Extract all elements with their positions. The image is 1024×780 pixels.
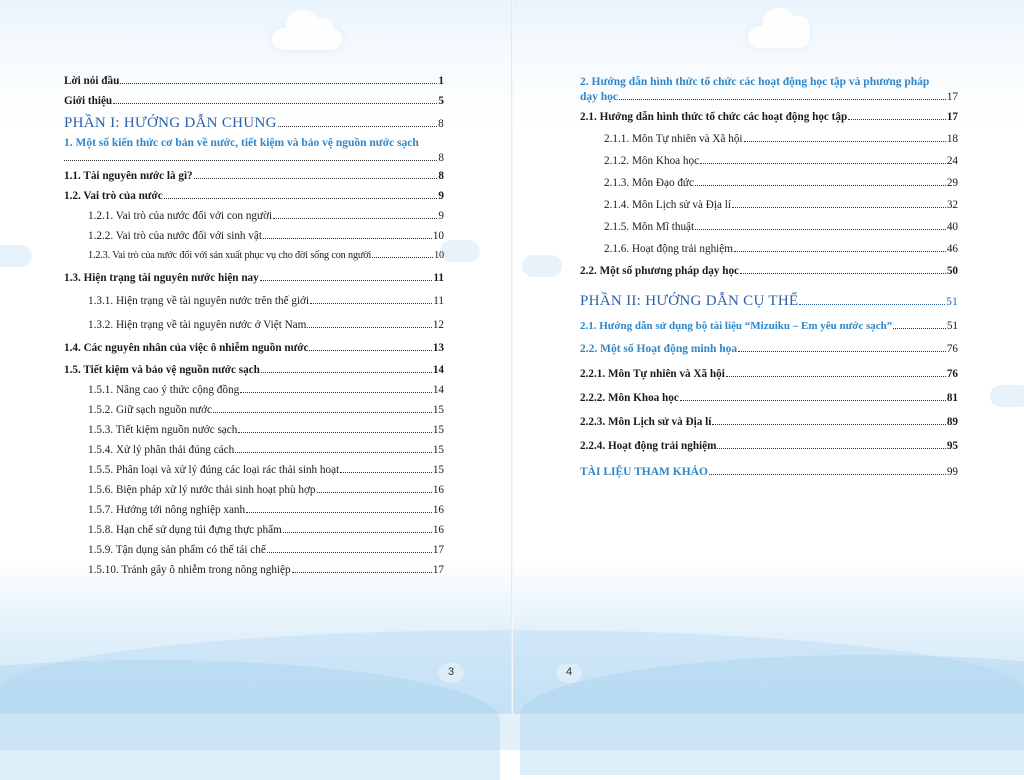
toc-entry[interactable] [580, 391, 958, 405]
toc-entry-page: 16 [432, 504, 444, 516]
dot-leader [717, 448, 945, 449]
toc-entry-page: 5 [438, 95, 444, 107]
toc-entry-title: 1.2.3. Vai trò của nước đối với sản xuất phục vụ cho đời sống con người [88, 250, 372, 261]
toc-entry[interactable] [580, 176, 958, 190]
toc-entry[interactable] [64, 229, 444, 243]
cloud-decoration [272, 28, 342, 50]
cloud-decoration [748, 26, 810, 48]
toc-entry-title: 2.1.2. Môn Khoa học [604, 155, 700, 167]
toc-entry-title: 1.5.5. Phân loại và xử lý đúng các loại rác thải sinh hoạt [88, 464, 340, 476]
toc-entry-page: 12 [432, 319, 444, 331]
dot-leader [278, 126, 437, 127]
dot-leader [64, 160, 437, 161]
toc-entry-page: 99 [946, 466, 958, 478]
toc-entry-title: 2.1.3. Môn Đạo đức [604, 177, 694, 189]
toc-part-heading[interactable] [580, 292, 958, 311]
toc-entry-page: 10 [432, 230, 444, 242]
book-gutter [511, 0, 513, 714]
toc-entry-title: 2.1.5. Môn Mĩ thuật [604, 221, 695, 233]
dot-leader [738, 351, 946, 352]
toc-entry[interactable] [580, 132, 958, 146]
toc-entry-title: 1.1. Tài nguyên nước là gì? [64, 170, 193, 182]
toc-entry-title: 1.3.1. Hiện trạng về tài nguyên nước trên thế giới [88, 295, 310, 307]
toc-entry[interactable] [64, 209, 444, 223]
dot-leader [113, 103, 437, 104]
toc-entry-title: 1.5.7. Hướng tới nông nghiệp xanh [88, 504, 246, 516]
toc-entry-page: 32 [946, 199, 958, 211]
toc-entry[interactable] [64, 423, 444, 437]
toc-entry-title: 1.5.2. Giữ sạch nguồn nước [88, 404, 212, 416]
toc-entry[interactable] [64, 563, 444, 577]
dot-leader [273, 218, 437, 219]
toc-section-heading[interactable] [64, 136, 444, 165]
dot-leader [700, 163, 946, 164]
dot-leader [194, 178, 438, 179]
toc-entry-page: 29 [946, 177, 958, 189]
toc-part-heading[interactable] [64, 114, 444, 133]
dot-leader [263, 238, 432, 239]
cloud-decoration [522, 255, 562, 277]
toc-entry-page: 9 [438, 210, 444, 222]
toc-entry[interactable] [64, 463, 444, 477]
toc-entry-page: 14 [432, 384, 444, 396]
dot-leader [726, 376, 946, 377]
toc-entry-page: 95 [946, 440, 958, 452]
toc-entry-title: 2.2. Một số Hoạt động minh họa [580, 343, 738, 355]
toc-entry-title: PHẦN I: HƯỚNG DẪN CHUNG [64, 115, 277, 131]
toc-entry[interactable] [64, 294, 444, 308]
dot-leader [240, 392, 432, 393]
toc-entry[interactable] [580, 264, 958, 278]
toc-entry[interactable] [64, 318, 444, 332]
toc-entry[interactable] [64, 74, 444, 88]
toc-entry-title: 1.5.1. Nâng cao ý thức cộng đồng [88, 384, 240, 396]
dot-leader [213, 412, 432, 413]
toc-entry-title: 2.1.4. Môn Lịch sử và Địa lí [604, 199, 731, 211]
toc-entry-page: 51 [946, 296, 958, 308]
toc-entry-page: 17 [946, 91, 958, 103]
cloud-decoration [0, 245, 32, 267]
toc-right-page [580, 72, 958, 480]
dot-leader [744, 141, 946, 142]
dot-leader [261, 372, 432, 373]
toc-entry-title: 1.2.2. Vai trò của nước đối với sinh vật [88, 230, 262, 242]
dot-leader [246, 512, 432, 513]
toc-entry-title: 1.5.8. Hạn chế sử dụng túi đựng thực phẩm [88, 524, 282, 536]
toc-entry-title: 1.5.3. Tiết kiệm nguồn nước sạch [88, 424, 238, 436]
toc-entry[interactable] [580, 367, 958, 381]
dot-leader [799, 304, 945, 305]
toc-entry[interactable] [64, 543, 444, 557]
dot-leader [317, 492, 432, 493]
toc-entry-title: 2.2.4. Hoạt động trải nghiệm [580, 440, 717, 452]
toc-entry-title: 1.5.4. Xử lý phân thải đúng cách [88, 444, 235, 456]
toc-entry-page: 17 [946, 111, 958, 123]
toc-entry-page: 40 [946, 221, 958, 233]
toc-entry-title-continued: dạy học [580, 91, 619, 103]
toc-entry-title: 1.2.1. Vai trò của nước đối với con người [88, 210, 273, 222]
toc-entry-page: 89 [946, 416, 958, 428]
toc-entry-page: 46 [946, 243, 958, 255]
dot-leader [619, 99, 946, 100]
toc-entry-page: 11 [433, 295, 444, 307]
toc-entry-title: 1. Một số kiến thức cơ bản về nước, tiết kiệm và bảo vệ nguồn nước sạch [64, 137, 419, 149]
toc-entry-title: 2.1.6. Hoạt động trải nghiệm [604, 243, 733, 255]
cloud-decoration [440, 240, 480, 262]
toc-entry[interactable] [64, 249, 444, 263]
toc-entry-page: 15 [432, 444, 444, 456]
dot-leader [292, 572, 432, 573]
toc-entry-title: PHẦN II: HƯỚNG DẪN CỤ THỂ [580, 293, 799, 309]
toc-entry-title: Lời nói đầu [64, 75, 120, 87]
toc-entry[interactable] [64, 363, 444, 377]
toc-entry-page: 8 [438, 170, 444, 182]
toc-entry[interactable] [64, 503, 444, 517]
dot-leader [235, 452, 432, 453]
toc-entry-page: 8 [438, 118, 444, 130]
toc-entry[interactable] [64, 271, 444, 285]
dot-leader [695, 185, 946, 186]
toc-entry[interactable] [64, 169, 444, 183]
toc-entry-title: 2.2.1. Môn Tự nhiên và Xã hội [580, 368, 725, 380]
toc-entry-page: 50 [946, 265, 958, 277]
toc-entry-page: 16 [432, 524, 444, 536]
toc-entry[interactable] [580, 439, 958, 453]
toc-entry-title: 1.3. Hiện trạng tài nguyên nước hiện nay [64, 272, 259, 284]
page-number: 4 [566, 666, 573, 678]
toc-entry[interactable] [64, 483, 444, 497]
dot-leader [340, 472, 432, 473]
toc-entry-title: 2.1. Hướng dẫn sử dụng bộ tài liệu “Mizuiku – Em yêu nước sạch” [580, 320, 893, 332]
toc-entry-title: 2.1.1. Môn Tự nhiên và Xã hội [604, 133, 743, 145]
toc-entry[interactable] [580, 154, 958, 168]
toc-entry-title: 2.2.3. Môn Lịch sử và Địa lí [580, 416, 712, 428]
toc-entry[interactable] [580, 415, 958, 429]
toc-entry[interactable] [64, 443, 444, 457]
toc-entry-title: 1.5. Tiết kiệm và bảo vệ nguồn nước sạch [64, 364, 260, 376]
dot-leader [164, 198, 438, 199]
toc-entry-page: 15 [432, 464, 444, 476]
toc-entry-page: 76 [946, 368, 958, 380]
toc-entry-title: 2.2. Một số phương pháp dạy học [580, 265, 740, 277]
toc-entry[interactable] [64, 189, 444, 203]
dot-leader [309, 350, 431, 351]
dot-leader [283, 532, 432, 533]
toc-entry-page: 76 [946, 343, 958, 355]
dot-leader [848, 119, 946, 120]
toc-entry-title: 1.2. Vai trò của nước [64, 190, 163, 202]
toc-entry-page: 24 [946, 155, 958, 167]
dot-leader [893, 328, 946, 329]
toc-section-heading[interactable] [580, 465, 958, 480]
toc-entry[interactable] [64, 383, 444, 397]
toc-entry-page: 10 [434, 250, 444, 261]
toc-entry-title: 1.5.6. Biện pháp xử lý nước thải sinh hoạt phù hợp [88, 484, 316, 496]
toc-entry-title: 1.3.2. Hiện trạng về tài nguyên nước ở Việt Nam [88, 319, 307, 331]
toc-entry[interactable] [580, 110, 958, 124]
page-number: 3 [448, 666, 455, 678]
toc-entry-page: 18 [946, 133, 958, 145]
toc-section-heading[interactable] [580, 342, 958, 357]
toc-entry[interactable] [580, 198, 958, 212]
dot-leader [372, 257, 433, 258]
dot-leader [709, 474, 946, 475]
toc-entry-page: 15 [432, 424, 444, 436]
toc-entry-page: 1 [438, 75, 444, 87]
toc-entry-page: 51 [946, 320, 958, 332]
dot-leader [695, 229, 946, 230]
toc-section-heading[interactable] [580, 319, 958, 334]
dot-leader [267, 552, 432, 553]
dot-leader [310, 303, 432, 304]
dot-leader [740, 273, 946, 274]
dot-leader [680, 400, 946, 401]
toc-entry[interactable] [580, 220, 958, 234]
toc-left-page [64, 72, 444, 577]
toc-entry-page: 14 [432, 364, 444, 376]
toc-entry-title: 2.2.2. Môn Khoa học [580, 392, 679, 404]
dot-leader [307, 327, 431, 328]
dot-leader [238, 432, 431, 433]
toc-entry-page: 11 [433, 272, 444, 284]
toc-entry[interactable] [580, 242, 958, 256]
dot-leader [120, 83, 437, 84]
toc-section-heading[interactable] [580, 74, 958, 104]
toc-entry-title: 1.5.9. Tận dụng sản phẩm có thể tái chế [88, 544, 266, 556]
toc-entry-page: 81 [946, 392, 958, 404]
toc-entry-title: 2. Hướng dẫn hình thức tổ chức các hoạt động học tập và phương pháp [580, 76, 930, 88]
toc-entry-page: 8 [438, 152, 444, 164]
toc-entry-page: 15 [432, 404, 444, 416]
toc-entry[interactable] [64, 341, 444, 355]
toc-entry-page: 17 [432, 564, 444, 576]
toc-entry-page: 9 [438, 190, 444, 202]
toc-entry[interactable] [64, 94, 444, 108]
toc-entry-title: TÀI LIỆU THAM KHẢO [580, 466, 708, 478]
toc-entry-page: 16 [432, 484, 444, 496]
toc-entry-title: Giới thiệu [64, 95, 113, 107]
toc-entry-page: 17 [432, 544, 444, 556]
toc-entry[interactable] [64, 403, 444, 417]
toc-entry[interactable] [64, 523, 444, 537]
toc-entry-title: 1.5.10. Tránh gây ô nhiễm trong nông nghiệp [88, 564, 291, 576]
toc-entry-title: 2.1. Hướng dẫn hình thức tổ chức các hoạt động học tập [580, 111, 848, 123]
dot-leader [732, 207, 946, 208]
dot-leader [734, 251, 946, 252]
dot-leader [712, 424, 945, 425]
cloud-decoration [990, 385, 1024, 407]
toc-entry-page: 13 [432, 342, 444, 354]
toc-entry-title: 1.4. Các nguyên nhân của việc ô nhiễm nguồn nước [64, 342, 309, 354]
dot-leader [260, 280, 433, 281]
